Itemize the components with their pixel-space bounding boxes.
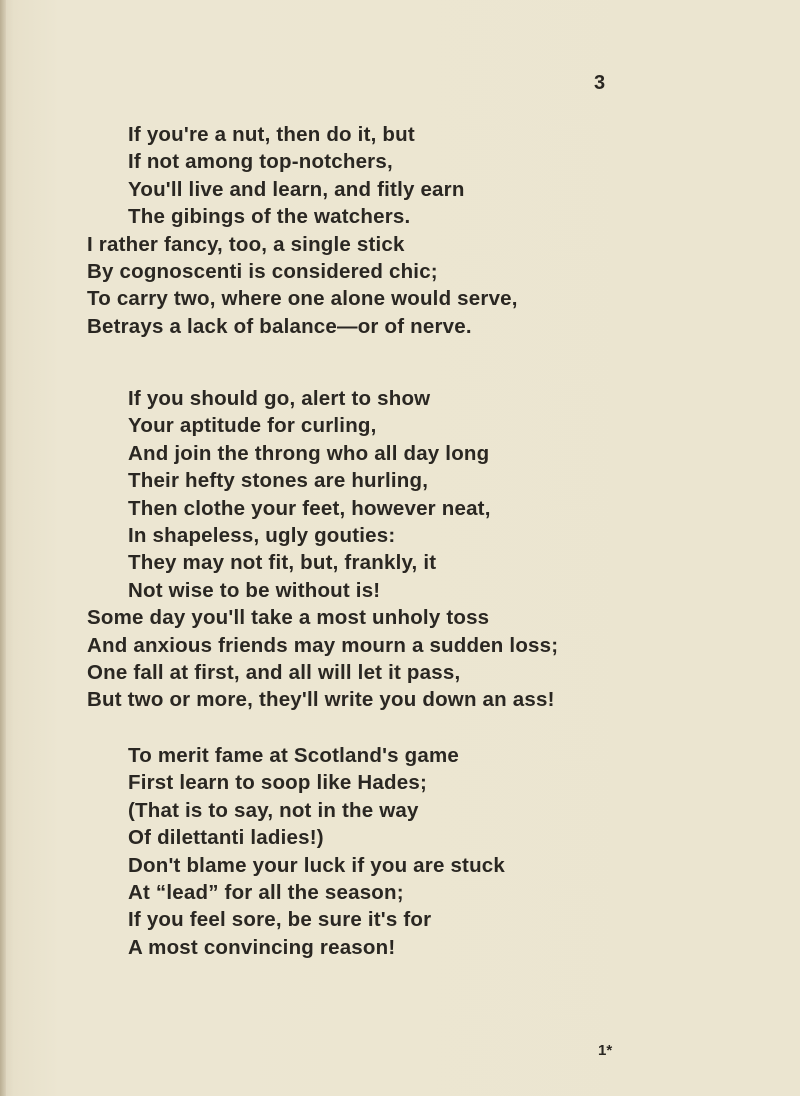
poem-line: To merit fame at Scotland's game xyxy=(128,744,460,767)
poem-line: Betrays a lack of balance—or of nerve. xyxy=(87,314,472,338)
poem-line: One fall at first, and all will let it pass, xyxy=(87,661,461,684)
poem-line: I rather fancy, too, a single stick xyxy=(87,232,405,256)
poem-line: To carry two, where one alone would serve, xyxy=(87,287,518,311)
poem-line: They may not fit, but, frankly, it xyxy=(128,551,437,575)
binding-edge xyxy=(0,0,6,1096)
poem-line: Don't blame your luck if you are stuck xyxy=(128,853,506,877)
poem-line: But two or more, they'll write you down an ass! xyxy=(87,688,555,712)
signature-mark: 1* xyxy=(598,1042,613,1059)
poem-line: Some day you'll take a most unholy toss xyxy=(87,606,490,630)
poem-line: Then clothe your feet, however neat, xyxy=(128,496,491,520)
poem-line: A most convincing reason! xyxy=(128,935,396,959)
poem-line: If you should go, alert to show xyxy=(128,387,431,410)
poem-line: You'll live and learn, and fitly earn xyxy=(128,177,465,201)
poem-line: Their hefty stones are hurling, xyxy=(128,469,429,493)
poem-line: And join the throng who all day long xyxy=(128,441,490,465)
poem-line: (That is to say, not in the way xyxy=(128,798,419,822)
poem-line: Your aptitude for curling, xyxy=(128,414,377,438)
poem-line: If not among top-notchers, xyxy=(128,150,393,174)
page-number: 3 xyxy=(594,72,606,94)
poem-line: First learn to soop like Hades; xyxy=(128,771,427,795)
poem-line: At “lead” for all the season; xyxy=(128,881,404,904)
poem-line: Not wise to be without is! xyxy=(128,578,381,602)
poem-line: The gibings of the watchers. xyxy=(128,205,411,229)
poem-line: In shapeless, ugly gouties: xyxy=(128,524,396,547)
poem-line: And anxious friends may mourn a sudden loss; xyxy=(87,633,559,657)
poem-line: Of dilettanti ladies!) xyxy=(128,826,324,850)
poem-line: If you feel sore, be sure it's for xyxy=(128,908,432,932)
poem-line: If you're a nut, then do it, but xyxy=(128,123,415,146)
poem-line: By cognoscenti is considered chic; xyxy=(87,260,438,283)
